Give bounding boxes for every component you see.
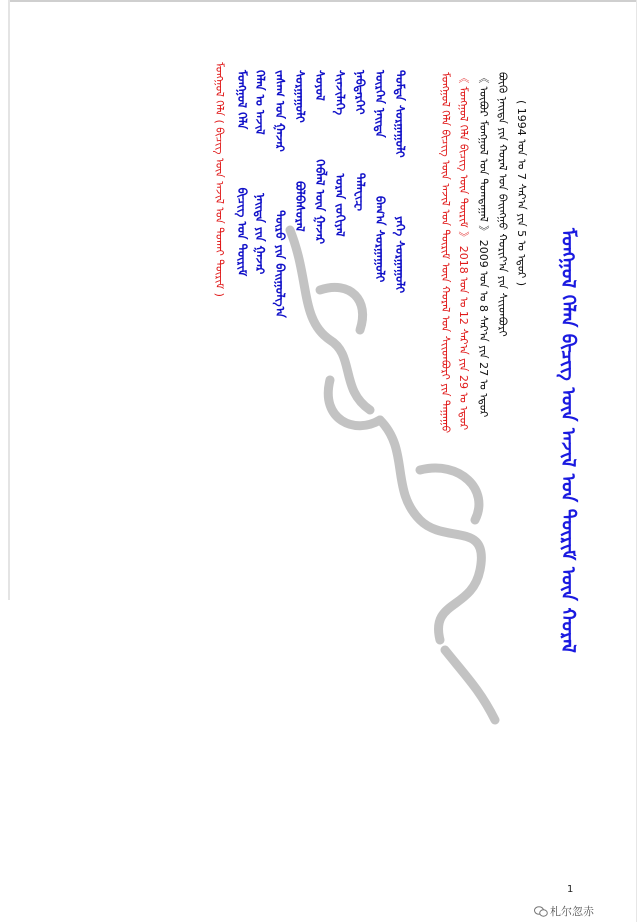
name-column-1 [236,70,248,276]
page-number: 1 [567,884,574,895]
notice-text: ᠮᠣᠩᠭᠣᠯ ᠬᠡᠯᠡ ( ᠪᠢᠴᠢᠭ ᠦᠨ ᠠᠵᠢᠯ ᠤᠨ ᠲᠤᠬᠠᠢ ᠳᠦᠷᠢᠮ ) [213,62,226,297]
entry-text: ᠰᠤᠷᠭᠠᠭᠤᠯᠢ [293,70,307,123]
name-column-5 [314,70,326,244]
statement-black-3 [516,100,527,286]
name-column-7 [354,70,366,211]
entry-text: ᠰᠢᠨᠵᠢᠯᠡᠭᠡ [333,70,347,116]
title-text: ᠮᠣᠩᠭᠣᠯ ᠬᠡᠯᠡᠨ ᠪᠢᠴᠢᠭ ᠦᠨ ᠠᠵᠢᠯ ᠤᠨ ᠳᠦᠷᠢᠮ ᠦᠨ ᠬᠤᠷᠠᠯ [557,228,579,653]
wechat-icon [534,906,548,917]
statement-text: ᠮᠣᠩᠭᠣᠯ ᠬᠡᠯᠡ ᠪᠢᠴᠢᠭ ᠦᠨ ᠠᠵᠢᠯ ᠤᠨ ᠳᠦᠷᠢᠮ ᠦᠨ ᠬᠤᠷᠠᠯ ᠤᠨ ᠰᠢᠢᠳᠪᠦᠷᠢ ᠶᠢᠨ ᠳᠠᠭᠠᠭᠤ [439,72,452,434]
document-title [558,228,577,653]
entry-text: ᠶᠡᠬᠡ ᠰᠤᠷᠭᠠᠭᠤᠯᠢ [393,216,407,294]
statement-text: 《 ᠥᠪᠥᠷ ᠮᠣᠩᠭᠣᠯ ᠤᠨ ᠲᠣᠭᠲᠠᠭᠠᠯ 》 2009 ᠣᠨ ᠤ 8 ᠰᠠᠷ᠎ᠠ ᠶᠢᠨ 27 ᠤ ᠡᠳᠦᠷ [477,72,490,418]
entry-text: ᠲᠥᠷᠥ ᠶᠢᠨ ᠪᠠᠢᠭᠤᠯᠭ᠎ᠠ [273,210,287,318]
name-column-4 [294,70,306,232]
statement-text: 《 ᠮᠣᠩᠭᠣᠯ ᠬᠡᠯᠡ ᠪᠢᠴᠢᠭ ᠦᠨ ᠳᠦᠷᠢᠮ 》 2018 ᠣᠨ ᠤ 12 ᠰᠠᠷ᠎ᠠ ᠶᠢᠨ 29 ᠤ ᠡᠳᠦᠷ [457,72,470,431]
page-border-left [8,0,10,600]
entry-text: ᠪᠢᠴᠢᠭ ᠤᠨ ᠳᠦᠷᠢᠮ [235,187,249,277]
page-border-right [636,0,637,922]
entry-text: ᠳᠤᠮᠳᠠ ᠰᠤᠷᠭᠠᠭᠤᠯᠢ [393,70,407,158]
entry-text: ᠤᠷᠠᠨ ᠵᠣᠬᠢᠶᠠᠯ [333,173,347,237]
entry-text: ᠪᠠᠭ᠎ᠠ ᠰᠤᠷᠭᠠᠭᠤᠯᠢ [373,195,387,283]
name-column-6 [334,70,346,237]
notice-red-column [214,62,225,297]
name-column-8 [374,70,386,282]
entry-text: ᠬᠡᠯᠡᠨ ᠤ ᠠᠵᠢᠯ [253,70,267,135]
wechat-brand [534,903,594,919]
statement-black-2 [497,72,508,337]
entry-text: ᠥᠷᠭᠡᠨ ᠨᠡᠢᠲᠡ [373,70,387,138]
entry-text: ᠵᠠᠰᠠᠭ ᠤᠨ ᠭᠠᠵᠠᠷ [273,70,287,152]
statement-red-1 [440,72,451,433]
statement-text: ( 1994 ᠣᠨ ᠤ 7 ᠰᠠᠷ᠎ᠠ ᠶᠢᠨ 5 ᠤ ᠡᠳᠦᠷ ) [515,100,528,287]
brand-label: 札尔忽赤 [550,905,594,918]
entry-text: ᠨᠡᠢᠲᠡ ᠶᠢᠨ ᠭᠠᠵᠠᠷ [253,193,267,275]
name-column-9 [394,70,406,293]
page-border-top [8,0,636,2]
entry-text: ᠪᠣᠯᠪᠠᠰᠤᠷᠠᠯ [293,181,307,232]
entry-text: ᠰᠣᠶᠣᠯ [313,70,327,101]
name-column-2 [254,70,266,274]
entry-text: ᠬᠡᠪᠯᠡᠯ ᠦᠨ ᠭᠠᠵᠠᠷ [313,159,327,245]
entry-text: ᠲᠡᠯᠡᠸᠢᠽ [353,172,367,211]
statement-black-1 [478,72,489,417]
name-column-3 [274,70,286,318]
statement-text: ᠪᠦᠬᠦ ᠨᠡᠢᠲᠡ ᠶᠢᠨ ᠬᠤᠷᠠᠯ ᠤᠨ ᠪᠠᠢᠩᠭᠤ ᠬᠣᠷᠢᠶ᠎ᠠ ᠶᠢᠨ ᠰᠢᠢᠳᠪᠦᠷᠢ [496,72,509,337]
entry-text: ᠨᠡᠪᠲᠡᠷᠬᠡᠢ [353,70,367,115]
statement-red-2 [458,72,469,430]
entry-text: ᠮᠣᠩᠭᠣᠯ ᠬᠡᠯᠡ [235,70,249,130]
